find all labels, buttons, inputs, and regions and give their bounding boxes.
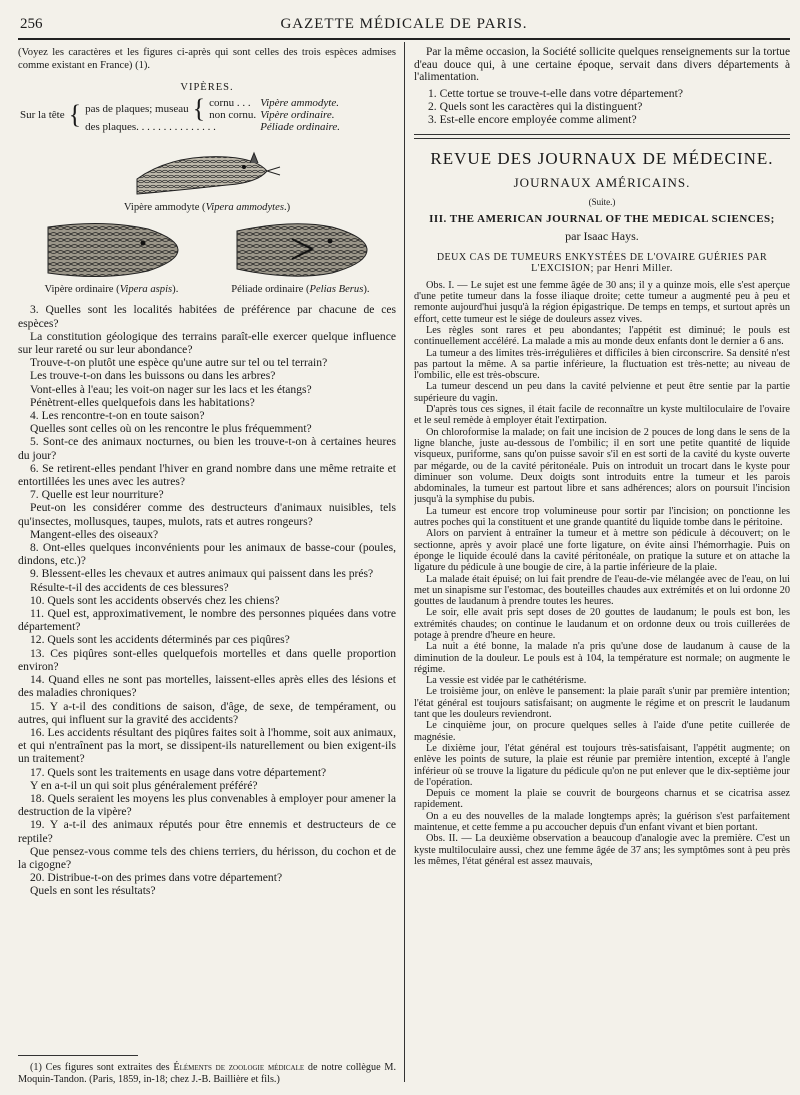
identification-key (18, 94, 342, 134)
article-paragraph: D'après tous ces signes, il était facile de reconnaître un kyste multiloculaire de l'ovaire et le seul remède à employer était l'extirpation. (414, 404, 790, 427)
question-paragraph: 20. Distribue-t-on des primes dans votre département? (30, 871, 283, 885)
article-paragraph: Depuis ce moment la plaie se couvrit de bourgeons charnus et se cicatrisa assez rapidement. (414, 788, 790, 811)
question-paragraph: Mangent-elles des oiseaux? (30, 527, 159, 541)
key-no-plates: pas de plaques; museau (85, 103, 189, 116)
article-paragraph: Le troisième jour, on enlève le pansement: la plaie paraît s'unir par première intention; l'état général est toujours satisfaisant; on augmente le régime et on prescrit le laudanum tant que les douleurs reviendront. (414, 686, 790, 721)
article-paragraph: La tumeur est encore trop volumineuse pour sortir par l'incision; on ponctionne les autres poches qui la constituent et une grande quantité du liquide tombe dans le péritoine. (414, 505, 790, 529)
article-title: DEUX CAS DE TUMEURS ENKYSTÉES DE L'OVAIRE GUÉRIES PAR L'EXCISION; par Henri Miller. (436, 251, 768, 274)
question-paragraph: 18. Quels seraient les moyens les plus convenables à employer pour amener la destruction de la vipère? (18, 791, 396, 819)
question-paragraph: 13. Ces piqûres sont-elles quelquefois mortelles et dans quelle proportion environ? (18, 646, 396, 673)
journal-author: par Isaac Hays. (565, 228, 639, 243)
article-paragraph: Le cinquième jour, on procure quelques selles à l'aide d'une petite cuillerée de magnésie. (414, 720, 790, 743)
question-paragraph: 10. Quels sont les accidents observés chez les chiens? (30, 593, 280, 607)
article-paragraph: Obs. II. — La deuxième observation a beaucoup d'analogie avec la première. C'est un kyste multiloculaire aussi, chez une femme âgée de 37 ans; les symptômes sont à peu près les mêmes, l'état général est assez mauvais, (414, 833, 790, 867)
key-not-horned-name: Vipère ordinaire. (260, 109, 335, 122)
brace-icon: { (192, 94, 206, 124)
question-paragraph: 4. Les rencontre-t-on en toute saison? (30, 409, 205, 423)
question-paragraph: Résulte-t-il des accidents de ces blessures? (30, 580, 229, 594)
question-paragraph: Que pensez-vous comme tels des chiens terriers, du hérisson, du cochon et de la cigogne? (18, 844, 396, 871)
caption-ammodyte: Vipère ammodyte (Vipera ammodytes.) (123, 202, 291, 214)
question-paragraph: 7. Quelle est leur nourriture? (30, 488, 164, 502)
article-paragraph: Les règles sont rares et peu abondantes; l'appétit est diminué; le pouls est continuellement accéléré. La malade a mis au monde deux enfants dont le dernier a 6 ans. (414, 324, 790, 348)
question-paragraph: 6. Se retirent-elles pendant l'hiver en grand nombre dans une même retraite et entortillées les unes avec les autres? (18, 461, 396, 489)
question-paragraph: 17. Quels sont les traitements en usage dans votre département? (30, 765, 327, 779)
figure-pair (18, 219, 396, 281)
column-divider (404, 42, 405, 1082)
key-horned: cornu . . . (209, 97, 251, 110)
question-item: 3. Est-elle encore employée comme aliment? (428, 112, 637, 126)
left-column (18, 46, 396, 1086)
question-paragraph: Trouve-t-on plutôt une espèce qu'une autre sur tel ou tel terrain? (30, 356, 328, 370)
question-paragraph: Les trouve-t-on dans les buissons ou dans les arbres? (30, 369, 276, 383)
review-subtitle: JOURNAUX AMÉRICAINS. (513, 174, 691, 190)
captions-pair (18, 284, 396, 295)
running-header (18, 12, 790, 40)
article-paragraph: Obs. I. — Le sujet est une femme âgée de 30 ans; il y a quinze mois, elle s'est aperçue d'une petite tumeur dans la fosse iliaque droite; cette tumeur a augmenté peu à peu et remonte aujourd'hui jusqu'à la région épigastrique. De temps en temps, et surtout après un effort, cette tumeur est le siége de douleurs assez vives. (414, 279, 790, 325)
question-paragraph: 16. Les accidents résultant des piqûres faites soit à l'homme, soit aux animaux, et qui n'entraînent pas la mort, se dissipent-ils naturellement ou bien exigent-ils un traitement? (18, 725, 396, 766)
article-paragraph: Alors on parvient à entraîner la tumeur et à mettre son pédicule à découvert; on le sectionne, après y avoir placé une forte ligature, on évite ainsi l'hémorrhagie. Puis on éponge le liquide écoulé dans la cavité péritonéale, on pratique la suture et on attache la ligature du pédicule à une bougie de cire, à la partie inférieure de la plaie. (414, 528, 790, 574)
question-item: 1. Cette tortue se trouve-t-elle dans votre département? (428, 86, 683, 100)
question-paragraph: Quelles sont celles où on les rencontre le plus fréquemment? (30, 422, 312, 436)
question-paragraph: 14. Quand elles ne sont pas mortelles, laissent-elles après elles des lésions et des maladies chroniques? (18, 673, 396, 700)
question-paragraph: 9. Blessent-elles les chevaux et autres animaux qui paissent dans les prés? (30, 567, 374, 581)
question-item: 2. Quels sont les caractères qui la distinguent? (428, 99, 643, 113)
suite-label: (Suite.) (588, 196, 616, 207)
question-paragraph: Pénètrent-elles quelquefois dans les habitations? (30, 395, 255, 409)
question-paragraph: 3. Quelles sont les localités habitées de préférence par chacune de ces espèces? (18, 303, 396, 330)
article-paragraph: La vessie est vidée par le cathétérisme. (426, 675, 587, 687)
article-paragraph: La malade était épuisé; on lui fait prendre de l'eau-de-vie mélangée avec de l'eau, on lui met un sinapisme sur l'estomac, des bouteilles chaudes aux extrémités et on lui ordonne 20 gouttes de laudanum à prendre toutes les heures. (414, 573, 790, 608)
brace-icon: { (68, 100, 82, 130)
key-head: Sur la tête (20, 109, 65, 122)
article-paragraph: On a eu des nouvelles de la malade longtemps après; la guérison s'est parfaitement maintenue, et cette femme a pu accoucher depuis d'un enfant vivant et bien portant. (414, 810, 790, 834)
viper-head-illustration (132, 139, 282, 199)
section-rule (414, 134, 790, 139)
section-title: VIPÈRES. (180, 82, 234, 94)
right-intro: Par la même occasion, la Société sollicite quelques renseignements sur la tortue d'eau douce qui, à une certaine époque, servait dans divers départements à l'alimentation. (414, 46, 790, 84)
question-paragraph: 15. Y a-t-il des conditions de saison, d'âge, de sexe, de tempérament, ou autres, qui influent sur la gravité des accidents? (18, 699, 396, 726)
article-paragraph: La tumeur a des limites très-irrégulières et difficiles à bien circonscrire. Sa densité n'est pas partout la même. A sa partie inférieure, la fluctuation est très-nette; au niveau de l'ombilic, elle est très-obscure. (414, 347, 790, 382)
footnote-rule (18, 1055, 138, 1056)
running-title: GAZETTE MÉDICALE DE PARIS. (280, 16, 528, 32)
tortoise-questions (428, 87, 790, 126)
question-paragraph: La constitution géologique des terrains paraît-elle exercer quelque influence sur leur rareté ou sur leur abondance? (18, 329, 396, 357)
review-title: REVUE DES JOURNAUX DE MÉDECINE. (430, 148, 774, 168)
left-paragraphs (18, 303, 396, 897)
caption-ordinaire: Vipère ordinaire (Vipera aspis). (44, 284, 179, 296)
figure-ammodyte (18, 139, 396, 199)
question-paragraph: Y en a-t-il un qui soit plus généralement préféré? (30, 778, 258, 792)
question-paragraph: Peut-on les considérer comme des destructeurs d'animaux nuisibles, tels qu'insectes, mollusques, taupes, mulots, rats et autres rongeurs? (18, 501, 396, 528)
left-intro: (Voyez les caractères et les figures ci-après qui sont celles des trois espèces admises comme existant en France) (1). (18, 47, 396, 72)
article-paragraph: La nuit a été bonne, la malade n'a pris qu'une dose de laudanum à cause de la diminution de la douleur. Le pouls est à 104, la température est normale; on augmente le régime. (414, 641, 790, 675)
caption-peliade: Péliade ordinaire (Pelias Berus). (231, 284, 370, 296)
page-number: 256 (20, 16, 43, 32)
question-paragraph: Quels en sont les résultats? (30, 884, 156, 898)
footnote (18, 1049, 396, 1086)
article-paragraph: Le soir, elle avait pris sept doses de 20 gouttes de laudanum; le pouls est bon, les extrémités chaudes; on continue le laudanum et on ordonne deux ou trois cuillerées de potage à prendre d'heure en heure. (414, 607, 790, 641)
article-paragraph: On chloroformise la malade; on fait une incision de 2 pouces de long dans le sens de la ligne blanche, juste au-dessous de l'ombilic; il en sort une petite quantité de liquide visqueux, puriforme, sans qu'on puisse savoir s'il en est sorti de la cavité du kyste ouverte par mégarde, ou de la cavité péritonéale. Puis on introduit un trocart dans le kyste pour diminuer son volume. Deux doigts sont introduits entre la tumeur et les parois abdominales, la tumeur est partout libre et sans adhérences; alors on poursuit l'incision jusqu'à la symphise du pubis. (414, 426, 790, 506)
key-not-horned: non cornu. (209, 109, 257, 122)
question-paragraph: 19. Y a-t-il des animaux réputés pour être ennemis et destructeurs de ce reptile? (18, 818, 396, 845)
question-paragraph: 12. Quels sont les accidents déterminés par ces piqûres? (30, 633, 290, 647)
question-paragraph: 5. Sont-ce des animaux nocturnes, ou bien les trouve-t-on à certaines heures du jour? (18, 435, 396, 462)
right-column (414, 46, 790, 1086)
question-paragraph: Vont-elles à l'eau; les voit-on nager sur les lacs et les étangs? (30, 382, 312, 396)
key-horned-name: Vipère ammodyte. (260, 97, 339, 110)
question-paragraph: 8. Ont-elles quelques inconvénients pour les animaux de basse-cour (poules, dindons, etc.)? (18, 541, 396, 568)
peliad-head-illustration (232, 219, 372, 281)
article-paragraph: Le dixième jour, l'état général est toujours très-satisfaisant, l'appétit augmente; on enlève les points de suture, la plaie est réunie par première intention, excepté à l'angle inférieur où se trouve la ligature du pédicule qu'on ne put enlever que le dix-septième jour de l'opération. (414, 742, 790, 788)
question-paragraph: 11. Quel est, approximativement, le nombre des personnes piquées dans votre département? (18, 607, 396, 634)
article-paragraph: La tumeur descend un peu dans la cavité pelvienne et peut être sentie par la partie supérieure du vagin. (414, 381, 790, 404)
page (18, 12, 790, 1087)
right-paragraphs (414, 280, 790, 867)
key-plates: des plaques. . . . . . . . . . . . . . . (85, 121, 216, 134)
viper-head-illustration (43, 219, 183, 281)
footnote-text: (1) Ces figures sont extraites des Éléments de zoologie médicale de notre collègue M. Moquin-Tandon. (Paris, 1859, in-18; chez J.-B. Baillière et fils.) (18, 1062, 396, 1085)
key-plates-name: Péliade ordinaire. (260, 121, 341, 134)
journal-title: III. THE AMERICAN JOURNAL OF THE MEDICAL SCIENCES; (429, 212, 775, 225)
